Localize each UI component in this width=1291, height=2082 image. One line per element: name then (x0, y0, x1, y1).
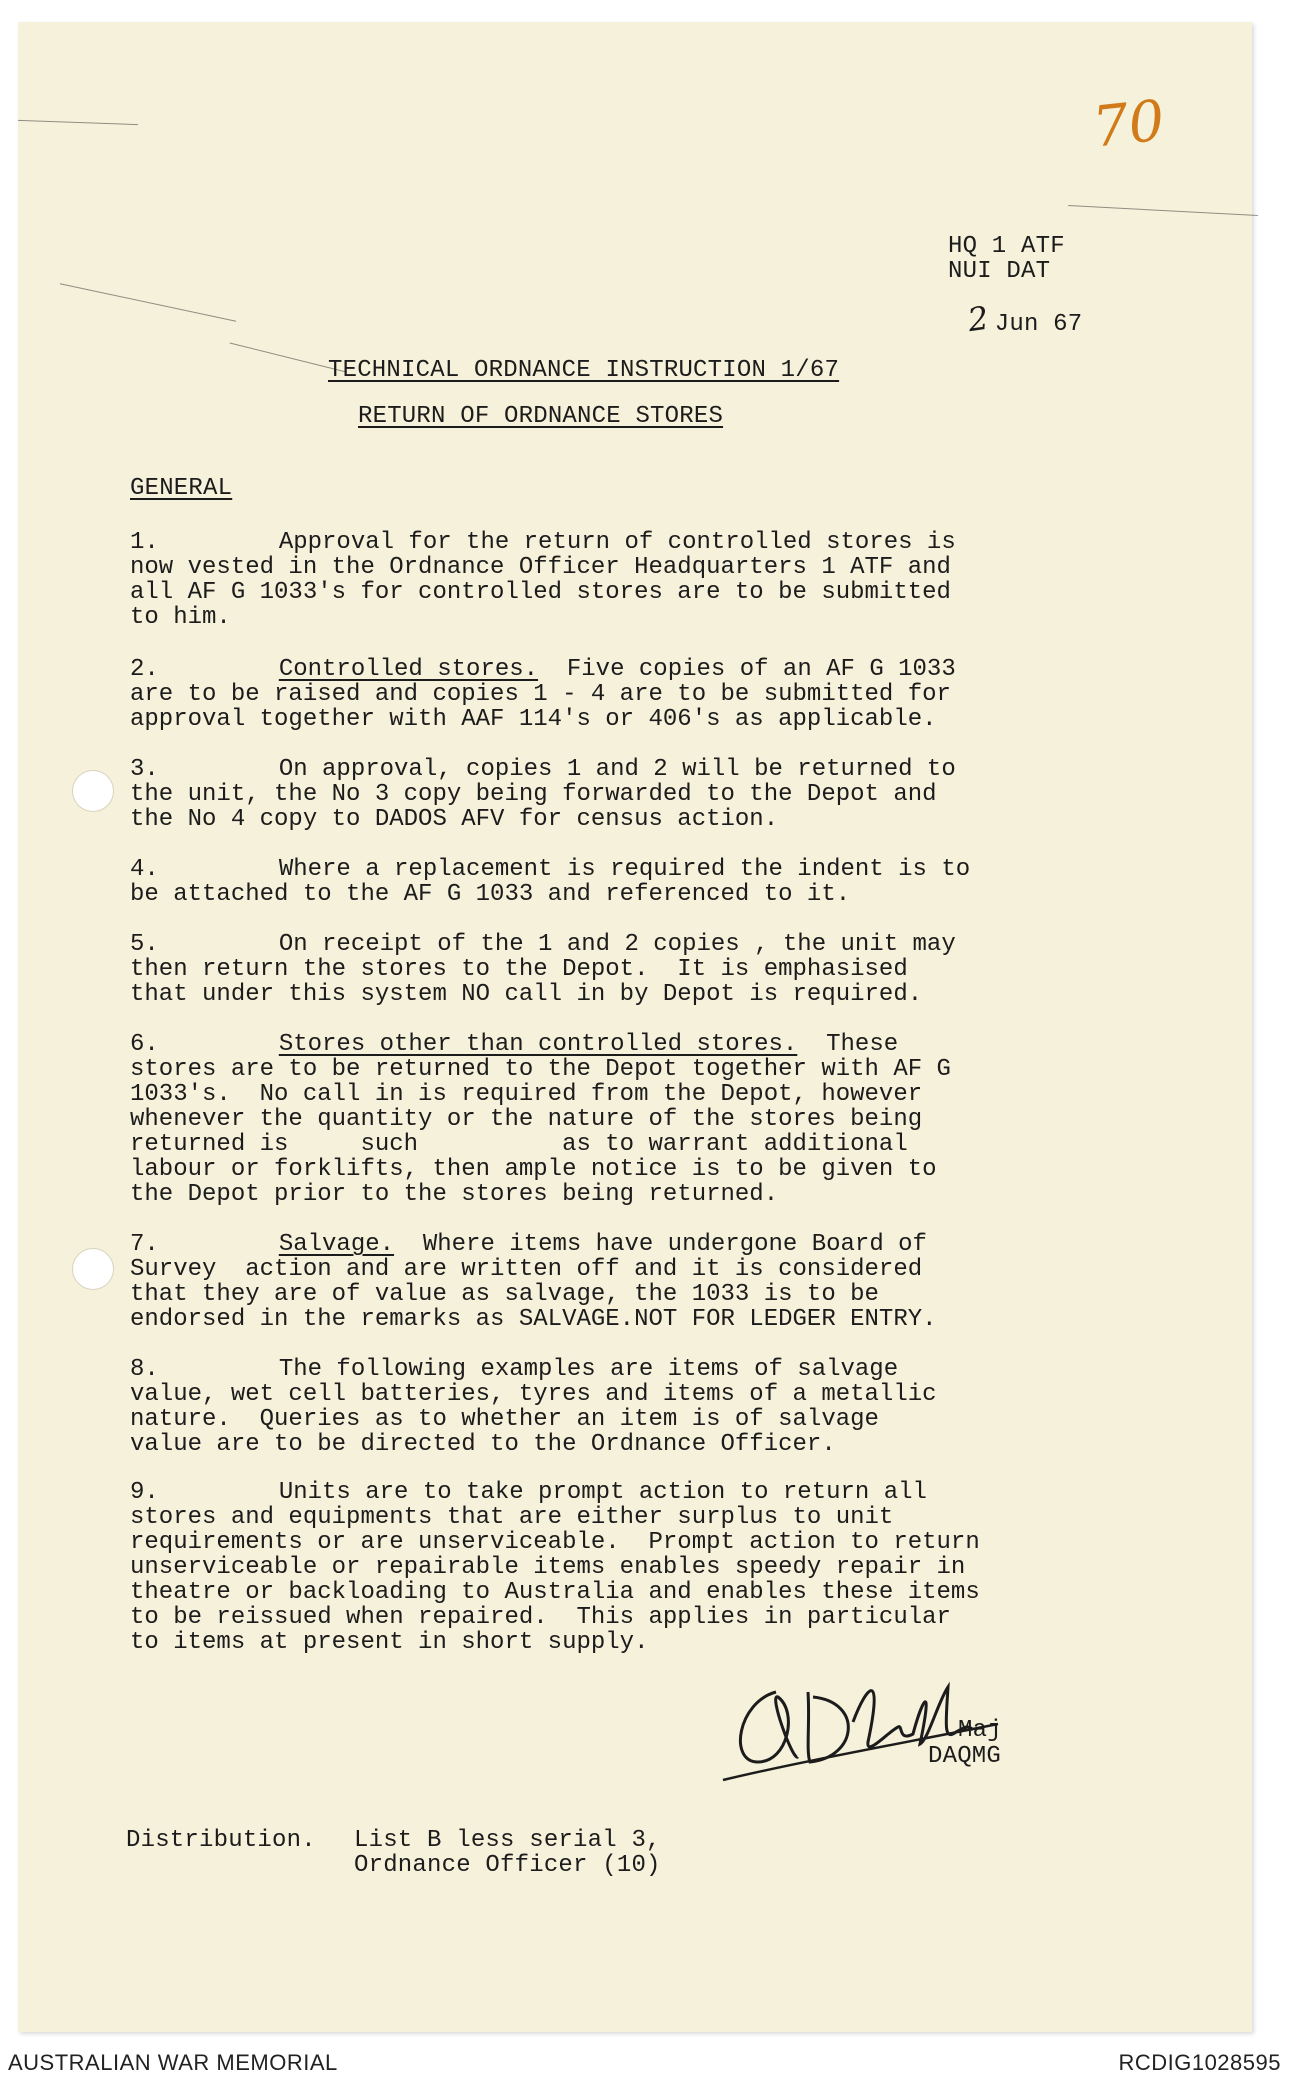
paragraph-line: Survey action and are written off and it is considered (130, 1256, 923, 1283)
paragraph-number: 6. (130, 1031, 159, 1058)
paragraph-7 (130, 1232, 1050, 1332)
scuff-mark (18, 120, 138, 125)
paragraph-line: be attached to the AF G 1033 and referenced to it. (130, 881, 851, 908)
scuff-mark (1068, 205, 1258, 216)
paragraph-2 (130, 657, 1050, 732)
paragraph-number: 8. (130, 1356, 159, 1383)
archive-footer-right: RCDIG1028595 (1118, 2050, 1281, 2075)
paragraph-line: requirements or are unserviceable. Prompt action to return (130, 1529, 980, 1556)
paragraph-line: On receipt of the 1 and 2 copies , the unit may (278, 931, 956, 958)
paragraph-line: the unit, the No 3 copy being forwarded to the Depot and (130, 781, 937, 808)
paragraph-line: are to be raised and copies 1 - 4 are to be submitted for (130, 681, 951, 708)
paragraph-line: labour or forklifts, then ample notice is to be given to (130, 1156, 937, 1183)
paragraph-line: Five copies of an AF G 1033 (566, 656, 956, 683)
paragraph-line: the No 4 copy to DADOS AFV for census action. (130, 806, 779, 833)
paragraph-9 (130, 1480, 1050, 1655)
paragraph-line: to items at present in short supply. (130, 1629, 649, 1656)
paragraph-line: theatre or backloading to Australia and enables these items (130, 1579, 980, 1606)
signature-rank: Maj (958, 1717, 1002, 1744)
paragraph-line: nature. Queries as to whether an item is of salvage (130, 1406, 879, 1433)
paragraph-heading: Controlled stores. (278, 656, 539, 683)
header-unit: HQ 1 ATF (948, 233, 1065, 260)
paragraph-line: approval together with AAF 114's or 406's as applicable. (130, 706, 937, 733)
scuff-mark (60, 283, 236, 321)
archive-footer-left: AUSTRALIAN WAR MEMORIAL (8, 2050, 338, 2075)
paragraph-number: 3. (130, 756, 159, 783)
paragraph-line: whenever the quantity or the nature of the stores being (130, 1106, 923, 1133)
paragraph-line: The following examples are items of salvage (278, 1356, 899, 1383)
paragraph-number: 5. (130, 931, 159, 958)
paragraph-line: Where a replacement is required the indent is to (278, 856, 971, 883)
header-location: NUI DAT (948, 258, 1051, 285)
folio-number: 70 (1089, 88, 1168, 161)
punch-hole (72, 770, 114, 812)
document-title: TECHNICAL ORDNANCE INSTRUCTION 1/67 (328, 357, 840, 384)
paragraph-line: returned is such as to warrant additional (130, 1131, 908, 1158)
distribution-line: List B less serial 3, (354, 1827, 661, 1854)
paragraph-3 (130, 757, 1050, 832)
document-subtitle: RETURN OF ORDNANCE STORES (358, 403, 724, 430)
paragraph-line: value are to be directed to the Ordnance Officer. (130, 1431, 836, 1458)
section-heading: GENERAL (130, 475, 233, 502)
paragraph-8 (130, 1357, 1050, 1457)
distribution-line: Ordnance Officer (10) (354, 1852, 661, 1879)
paragraph-4 (130, 857, 1050, 907)
header-date-day: 2 (965, 298, 992, 340)
paragraph-1 (130, 530, 1050, 630)
paragraph-line: unserviceable or repairable items enables speedy repair in (130, 1554, 966, 1581)
paragraph-line: the Depot prior to the stores being returned. (130, 1181, 779, 1208)
paragraph-line: stores and equipments that are either surplus to unit (130, 1504, 894, 1531)
distribution-label: Distribution. (126, 1827, 316, 1854)
paragraph-5 (130, 932, 1050, 1007)
paragraph-number: 2. (130, 656, 159, 683)
paragraph-line: Where items have undergone Board of (422, 1231, 927, 1258)
paragraph-line: endorsed in the remarks as SALVAGE.NOT FOR LEDGER ENTRY. (130, 1306, 937, 1333)
header-date (930, 282, 1082, 356)
paragraph-heading: Salvage. (278, 1231, 395, 1258)
document-page (18, 22, 1252, 2032)
paragraph-line: Approval for the return of controlled stores is (278, 529, 956, 556)
paragraph-line: stores are to be returned to the Depot together with AF G (130, 1056, 951, 1083)
paragraph-number: 4. (130, 856, 159, 883)
paragraph-line: value, wet cell batteries, tyres and items of a metallic (130, 1381, 937, 1408)
paragraph-line: that they are of value as salvage, the 1033 is to be (130, 1281, 879, 1308)
paragraph-line: then return the stores to the Depot. It is emphasised (130, 956, 908, 983)
paragraph-6 (130, 1032, 1050, 1207)
paragraph-line: all AF G 1033's for controlled stores are to be submitted (130, 579, 951, 606)
paragraph-line: that under this system NO call in by Depot is required. (130, 981, 923, 1008)
paragraph-line: These (826, 1031, 899, 1058)
paragraph-line: On approval, copies 1 and 2 will be returned to (278, 756, 956, 783)
paragraph-number: 1. (130, 529, 159, 556)
paragraph-heading: Stores other than controlled stores. (278, 1031, 798, 1058)
header-date-rest: Jun 67 (994, 311, 1083, 338)
paragraph-number: 9. (130, 1479, 159, 1506)
paragraph-line: to him. (130, 604, 231, 631)
paragraph-number: 7. (130, 1231, 159, 1258)
punch-hole (72, 1248, 114, 1290)
signature-appointment: DAQMG (928, 1743, 1002, 1770)
paragraph-line: now vested in the Ordnance Officer Headquarters 1 ATF and (130, 554, 951, 581)
paragraph-line: 1033's. No call in is required from the Depot, however (130, 1081, 923, 1108)
paragraph-line: Units are to take prompt action to return all (278, 1479, 927, 1506)
paragraph-line: to be reissued when repaired. This applies in particular (130, 1604, 951, 1631)
